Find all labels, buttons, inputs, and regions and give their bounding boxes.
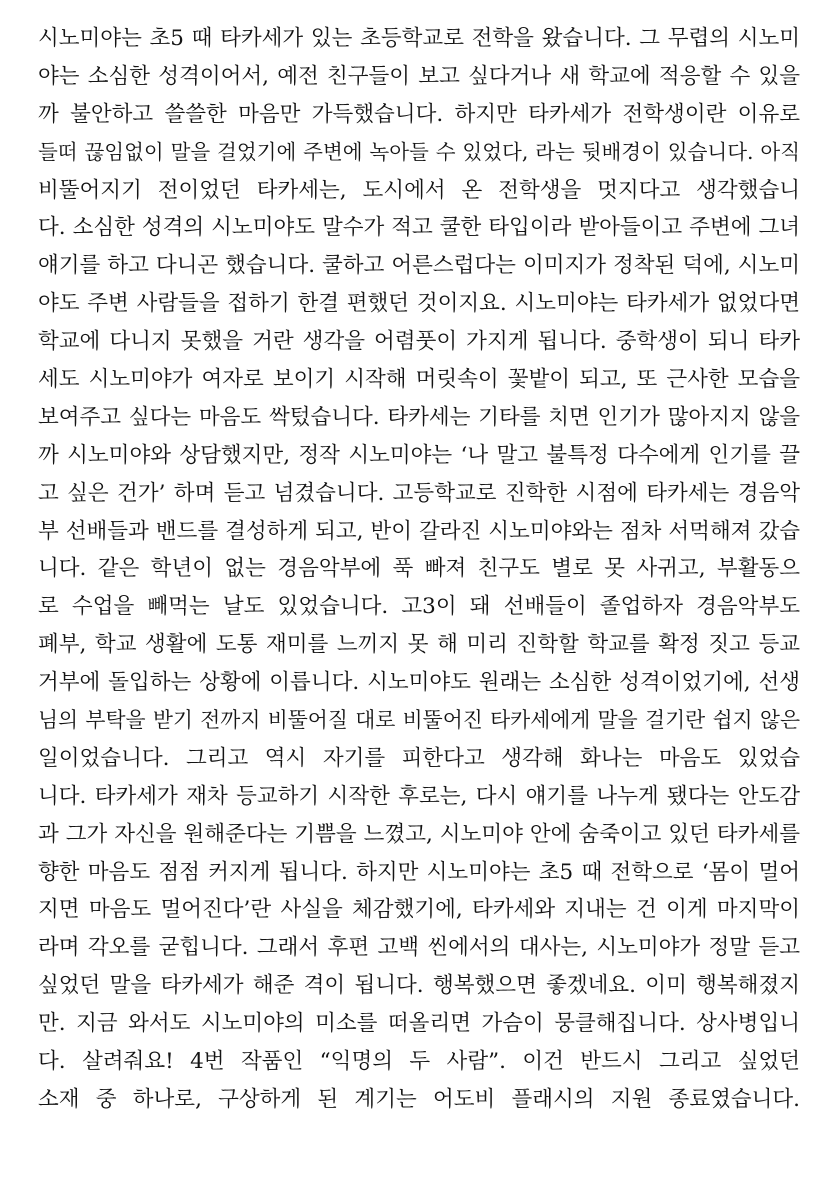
text-line-21: 니다. 타카세가 재차 등교하기 시작한 후로는, 다시 얘기를 나누게 됐다는 안도감 — [38, 783, 800, 809]
text-line-16: 로 수업을 빼먹는 날도 있었습니다. 고3이 돼 선배들이 졸업하자 경음악부도 — [38, 594, 800, 620]
text-line-29: 소재 중 하나로, 구상하게 된 계기는 어도비 플래시의 지원 종료였습니다. — [38, 1086, 800, 1112]
text-line-4: 들떠 끊임없이 말을 걸었기에 주변에 녹아들 수 있었다, 라는 뒷배경이 있습니다. 아직 — [38, 139, 800, 164]
text-line-5: 비뚤어지기 전이었던 타카세는, 도시에서 온 전학생을 멋지다고 생각했습니 — [38, 177, 800, 203]
text-line-9: 학교에 다니지 못했을 거란 생각을 어렴풋이 가지게 됩니다. 중학생이 되니 타카 — [38, 329, 800, 355]
text-line-24: 지면 마음도 멀어진다’란 사실을 체감했기에, 타카세와 지내는 건 이게 마지막이 — [38, 897, 800, 923]
text-line-12: 까 시노미야와 상담했지만, 정작 시노미야는 ‘나 말고 불특정 다수에게 인기를 끌 — [38, 442, 800, 468]
text-line-7: 얘기를 하고 다니곤 했습니다. 쿨하고 어른스럽다는 이미지가 정착된 덕에, 시노미 — [38, 253, 800, 279]
text-line-15: 니다. 같은 학년이 없는 경음악부에 푹 빠져 친구도 별로 못 사귀고, 부활동으 — [38, 556, 800, 582]
text-line-28: 다. 살려줘요! 4번 작품인 “익명의 두 사람”. 이건 반드시 그리고 싶었던 — [38, 1049, 800, 1075]
text-line-11: 보여주고 싶다는 마음도 싹텄습니다. 타카세는 기타를 치면 인기가 많아지지 않을 — [38, 404, 800, 430]
text-line-22: 과 그가 자신을 원해준다는 기쁨을 느꼈고, 시노미야 안에 숨죽이고 있던 타카세를 — [38, 821, 800, 847]
text-line-13: 고 싶은 건가’ 하며 듣고 넘겼습니다. 고등학교로 진학한 시점에 타카세는 경음악 — [38, 480, 800, 506]
text-line-8: 야도 주변 사람들을 접하기 한결 편했던 것이지요. 시노미야는 타카세가 없었다면 — [38, 291, 800, 317]
text-line-18: 거부에 돌입하는 상황에 이릅니다. 시노미야도 원래는 소심한 성격이었기에, 선생 — [38, 670, 800, 696]
text-line-6: 다. 소심한 성격의 시노미야도 말수가 적고 쿨한 타입이라 받아들이고 주변에 그녀 — [38, 215, 800, 241]
text-line-10: 세도 시노미야가 여자로 보이기 시작해 머릿속이 꽃밭이 되고, 또 근사한 모습을 — [38, 367, 800, 393]
text-line-27: 만. 지금 와서도 시노미야의 미소를 떠올리면 가슴이 뭉클해집니다. 상사병입니 — [38, 1011, 800, 1037]
text-line-3: 까 불안하고 쓸쓸한 마음만 가득했습니다. 하지만 타카세가 전학생이란 이유로 — [38, 101, 800, 127]
body-text — [38, 20, 800, 1119]
text-line-2: 야는 소심한 성격이어서, 예전 친구들이 보고 싶다거나 새 학교에 적응할 수 있을 — [38, 63, 800, 89]
text-line-1: 시노미야는 초5 때 타카세가 있는 초등학교로 전학을 왔습니다. 그 무렵의 시노미 — [38, 26, 800, 51]
text-line-17: 폐부, 학교 생활에 도통 재미를 느끼지 못 해 미리 진학할 학교를 확정 짓고 등교 — [38, 632, 800, 658]
text-line-19: 님의 부탁을 받기 전까지 비뚤어질 대로 비뚤어진 타카세에게 말을 걸기란 쉽지 않은 — [38, 708, 800, 733]
text-line-26: 싶었던 말을 타카세가 해준 격이 됩니다. 행복했으면 좋겠네요. 이미 행복해졌지 — [38, 973, 800, 999]
text-line-25: 라며 각오를 굳힙니다. 그래서 후편 고백 씬에서의 대사는, 시노미야가 정말 듣고 — [38, 935, 800, 961]
text-line-23: 향한 마음도 점점 커지게 됩니다. 하지만 시노미야는 초5 때 전학으로 ‘몸이 멀어 — [38, 859, 800, 885]
text-line-14: 부 선배들과 밴드를 결성하게 되고, 반이 갈라진 시노미야와는 점차 서먹해져 갔습 — [38, 518, 800, 544]
text-line-20: 일이었습니다. 그리고 역시 자기를 피한다고 생각해 화나는 마음도 있었습 — [38, 745, 800, 771]
